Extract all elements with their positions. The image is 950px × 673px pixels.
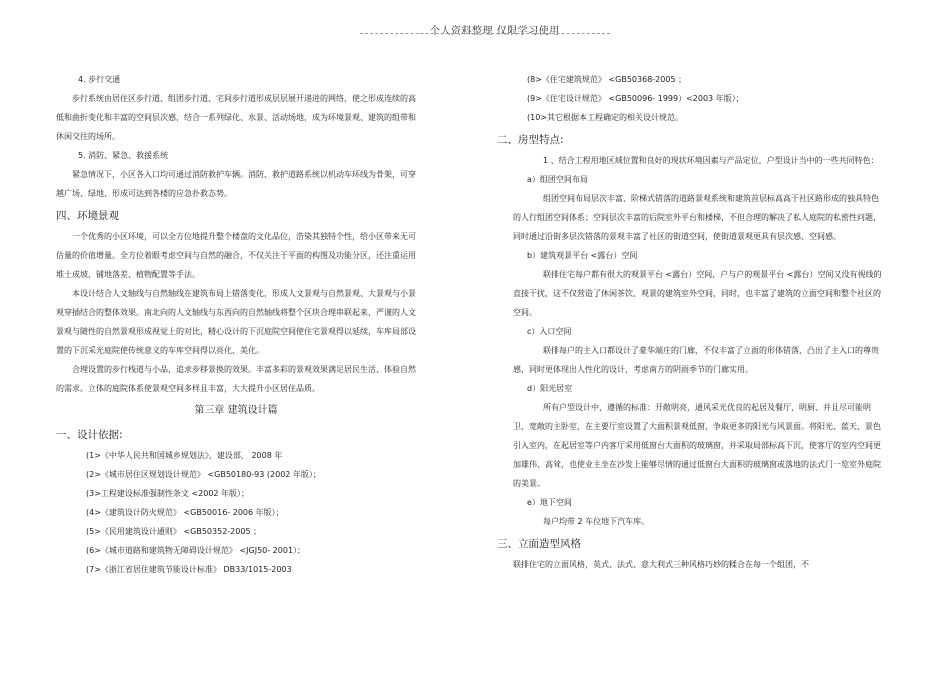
feature-title: a）组团空间布局	[527, 175, 588, 184]
reference-item: (1>《中华人民共和国城乡规划法》，建设部， 2008 年	[86, 451, 283, 460]
feature-title: e）地下空间	[527, 498, 572, 507]
fire-paragraph: 紧急情况下，小区各入口均可通过消防救护车辆。消防、救护道路系统以机动车环线为骨架，可穿越广场、绿地、形成可达到各楼的应急扑救态势。	[56, 170, 416, 198]
environment-paragraph-1: 一个优秀的小区环境，可以全方位地提升整个楼盘的文化品位，浩染其独特个性，给小区带来无可估量的价值增量。全方位着眼考虑空间与自然的融合，不仅关注于平面的构图及功能分区，还注重运用堆土成坡，铺地落差、植物配置等手法。	[56, 232, 416, 279]
feature-text: 每户均带 2 车位地下汽车库。	[543, 517, 650, 526]
walking-paragraph: 步行系统由居住区步行道、组团步行道、宅间步行道形成层层展开递进的网络，使之形成连续的高低和曲折变化和丰富的空间层次感，结合一系列绿化、水景、活动场地，成为环境景观、建筑的组带和休闲交往的场所。	[56, 94, 416, 141]
reference-item: (9>《住宅设计规范》 <GB50096- 1999）<2003 年版）；	[527, 94, 744, 103]
section-title-fire: 5. 消防、紧急、救援系统	[78, 151, 169, 160]
header-divider	[360, 33, 610, 34]
header-note: 个人资料整理 仅限学习使用	[430, 26, 560, 37]
reference-item: (3>工程建设标准强制性条文 <2002 年版）；	[86, 489, 250, 498]
facade-paragraph: 联排住宅的立面风格，英式、法式、意大利式三种风格巧妙的糅合在每一个组团，不	[513, 560, 809, 569]
unit-features-intro: 1 、结合工程用地区域位置和良好的现状环境因素与产品定位，户型设计当中的一些共同特色：	[543, 156, 879, 165]
feature-title: c）入口空间	[527, 327, 572, 336]
heading-unit-features: 二、房型特点:	[497, 134, 564, 146]
reference-item: (4>《建筑设计防火规范》 <GB50016- 2006 年版）；	[86, 508, 284, 517]
heading-environment: 四、环境景观	[56, 210, 119, 222]
feature-text: 联排住宅每户都有很大的观景平台 <露台）空间，户与户的观景平台 <露台）空间又没有视线的直接干扰，这不仅营造了休闲茶饮、观景的建筑室外空间，同时，也丰富了建筑的立面空间和整个社区的空间。	[513, 270, 882, 317]
feature-text: 所有户型设计中，遵循的标准：开敞明亮，通风采光优良的起居及餐厅，明厨、并且尽可能明卫，宽敞的主卧室，在主要厅室设置了大面积景观低窗，争取更多的阳光与风景面。将阳光、蓝天、景色引入室内，在起居室等户内客厅采用低窗台大面积的玻璃窗，并采取局部标高下沉，使客厅的室内空间更加雄伟、高耸，也使业主坐在沙发上能够尽情的通过低窗台大面积的玻璃窗或落地的法式门一览室外庭院的美景。	[513, 403, 881, 488]
feature-title: d）阳光居室	[527, 384, 573, 393]
section-title-walking: 4. 步行交通	[78, 75, 121, 84]
reference-item: (10>其它根据本工程确定的相关设计规范。	[527, 113, 684, 122]
feature-text: 组团空间布局层次丰富、阶梯式错落的道路景观系统和建筑首层标高高于社区路形成的独具特色的人行组团空间体系；空间层次丰富的后院室外平台和楼梯，不但合理的解决了私人庭院的私密性问题，同时通过沿街多层次错落的景观丰富了社区的街道空间，使街道景观更具有层次感、空间感。	[513, 194, 881, 241]
feature-text: 联排每户的主入口都设计了豪华端庄的门廊，不仅丰富了立面的形体错落，凸出了主入口的尊贵感，同时更体现出人性化的设计，考虑南方的阴雨季节的门廊实用。	[513, 346, 879, 374]
feature-title: b）建筑观景平台 <露台）空间	[527, 251, 638, 260]
reference-item: (2>《城市居住区规划设计规范》 <GB50180-93 (2002 年版）；	[86, 470, 321, 479]
environment-paragraph-2: 本设计结合人文轴线与自然轴线在建筑布局上错落变化，形成人文景观与自然景观、大景观与小景观穿插结合的整体效果。南北向的人文轴线与东西向的自然轴线将整个区块合理串联起来，严谨的人文景观与随性的自然景观形成视觉上的对比，精心设计的下沉庭院空间使住宅景观得以延续，车库局部设置的下沉采光庭院使传统意义的车库空间得以亮化、美化。	[56, 289, 416, 355]
reference-item: (7>《浙江省居住建筑节能设计标准》 DB33/1015-2003	[86, 565, 292, 574]
reference-item: (8>《住宅建筑规范》 <GB50368-2005 ；	[527, 75, 687, 84]
reference-item: (5>《民用建筑设计通则》 <GB50352-2005 ；	[86, 527, 262, 536]
chapter-title: 第三章 建筑设计篇	[194, 405, 278, 416]
heading-design-basis: 一、设计依据:	[56, 429, 123, 441]
reference-item: (6>《城市道路和建筑物无障碍设计规范》 <JGJ50- 2001）；	[86, 546, 306, 555]
left-column	[56, 70, 416, 579]
heading-facade-style: 三、立面造型风格	[497, 538, 581, 550]
environment-paragraph-3: 合理设置的步行栈道与小品，追求步移景换的效果。丰富多彩的景观效果满足居民生活、体验自然的需求。立体的庭院体系使景观空间多样且丰富，大大提升小区居住品质。	[56, 365, 416, 393]
right-column	[497, 70, 882, 574]
